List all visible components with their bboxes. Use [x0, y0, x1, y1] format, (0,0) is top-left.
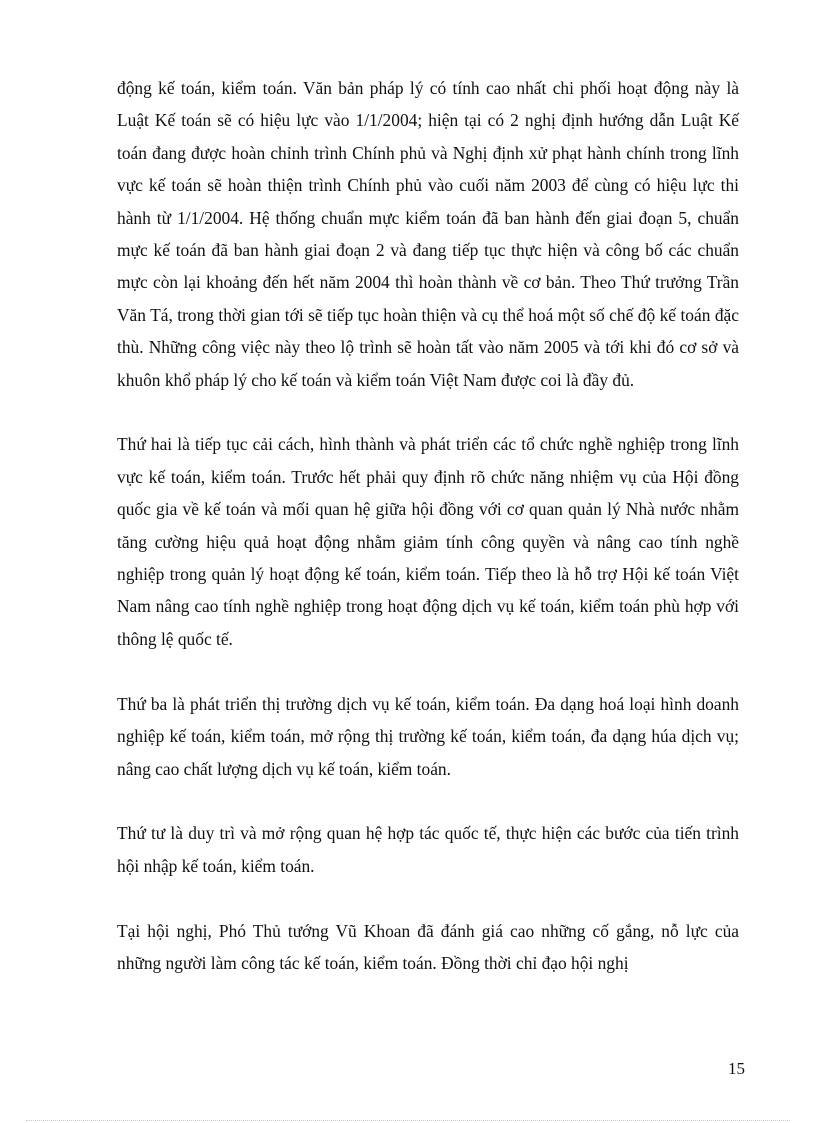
paragraph-professional-organizations: Thứ hai là tiếp tục cải cách, hình thành và phát triển các tổ chức nghề nghiệp trong lĩnh vực kế toán, kiểm toán. Trước hết phải quy định rõ chức năng nhiệm vụ của Hội đồng quốc gia về kế toán và mối quan hệ giữa hội đồng với cơ quan quản lý Nhà nước nhằm tăng cường hiệu quả hoạt động nhằm giảm tính công quyền và nâng cao tính nghề nghiệp trong quản lý hoạt động kế toán, kiểm toán. Tiếp theo là hỗ trợ Hội kế toán Việt Nam nâng cao tính nghề nghiệp trong hoạt động dịch vụ kế toán, kiểm toán phù hợp với thông lệ quốc tế. [117, 434, 739, 649]
paragraph-conference-remarks: Tại hội nghị, Phó Thủ tướng Vũ Khoan đã đánh giá cao những cố gắng, nỗ lực của những người làm công tác kế toán, kiểm toán. Đồng thời chỉ đạo hội nghị [117, 920, 739, 973]
paragraph-international-cooperation: Thứ tư là duy trì và mở rộng quan hệ hợp tác quốc tế, thực hiện các bước của tiến trình hội nhập kế toán, kiểm toán. [117, 823, 739, 876]
page-bottom-divider [26, 1120, 790, 1121]
page-number: 15 [728, 1059, 745, 1078]
paragraph-service-market: Thứ ba là phát triển thị trường dịch vụ kế toán, kiểm toán. Đa dạng hoá loại hình doanh nghiệp kế toán, kiểm toán, mở rộng thị trường kế toán, kiểm toán, đa dạng húa dịch vụ; nâng cao chất lượng dịch vụ kế toán, kiểm toán. [117, 693, 739, 779]
paragraph-legal-framework: động kế toán, kiểm toán. Văn bản pháp lý có tính cao nhất chi phối hoạt động này là Luật Kế toán sẽ có hiệu lực vào 1/1/2004; hiện tại có 2 nghị định hướng dẫn Luật Kế toán đang được hoàn chỉnh trình Chính phủ và Nghị định xử phạt hành chính trong lĩnh vực kế toán sẽ hoàn thiện trình Chính phủ vào cuối năm 2003 để cùng có hiệu lực thi hành từ 1/1/2004. Hệ thống chuẩn mực kiểm toán đã ban hành đến giai đoạn 5, chuẩn mực kế toán đã ban hành giai đoạn 2 và đang tiếp tục thực hiện và công bố các chuẩn mực còn lại khoảng đến hết năm 2004 thì hoàn thành về cơ bản. Theo Thứ trưởng Trần Văn Tá, trong thời gian tới sẽ tiếp tục hoàn thiện và cụ thể hoá một số chế độ kế toán đặc thù. Những công việc này theo lộ trình sẽ hoàn tất vào năm 2005 và tới khi đó cơ sở và khuôn khổ pháp lý cho kế toán và kiểm toán Việt Nam được coi là đầy đủ. [117, 78, 739, 390]
body-text [117, 72, 739, 1012]
